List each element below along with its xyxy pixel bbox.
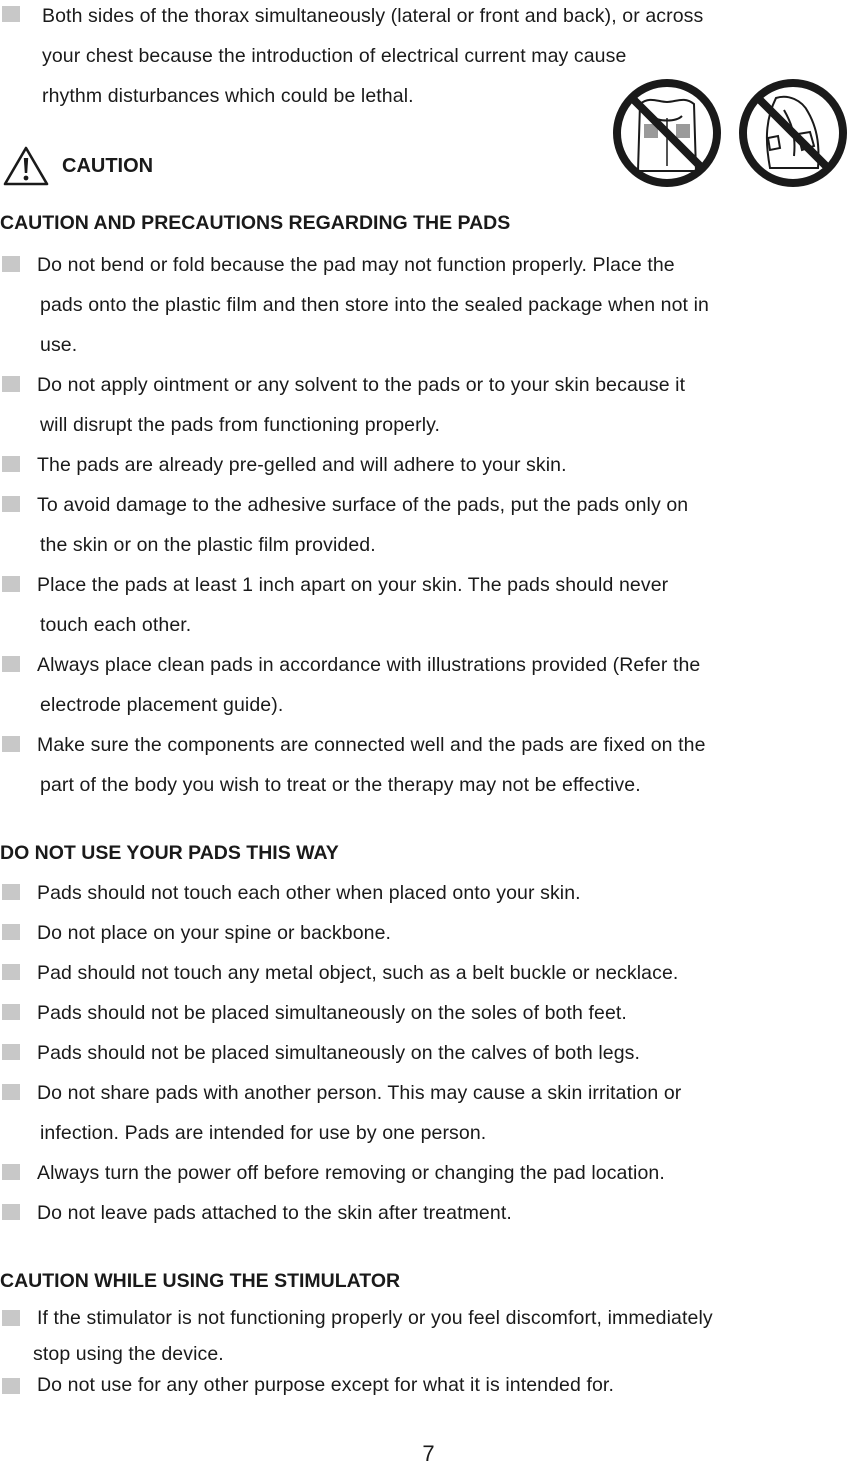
square-bullet-icon: [2, 964, 20, 980]
square-bullet-icon: [2, 1378, 20, 1394]
no-chest-placement-icon: [610, 76, 724, 190]
square-bullet-icon: [2, 736, 20, 752]
square-bullet-icon: [2, 1004, 20, 1020]
square-bullet-icon: [2, 924, 20, 940]
intro-line: your chest because the introduction of electrical current may cause: [42, 45, 627, 67]
square-bullet-icon: [2, 6, 20, 22]
square-bullet-icon: [2, 1044, 20, 1060]
intro-line: rhythm disturbances which could be lethal.: [42, 85, 414, 107]
page-number: 7: [422, 1441, 435, 1466]
square-bullet-icon: [2, 1310, 20, 1326]
section-heading: CAUTION WHILE USING THE STIMULATOR: [0, 1270, 401, 1292]
section-heading: CAUTION AND PRECAUTIONS REGARDING THE PADS: [0, 212, 511, 234]
caution-text: CAUTION: [62, 155, 154, 177]
square-bullet-icon: [2, 496, 20, 512]
square-bullet-icon: [2, 456, 20, 472]
square-bullet-icon: [2, 1084, 20, 1100]
intro-line: Both sides of the thorax simultaneously (lateral or front and back), or across: [42, 5, 704, 27]
square-bullet-icon: [2, 884, 20, 900]
warning-triangle-icon: [2, 145, 50, 187]
caution-label: [0, 145, 200, 189]
square-bullet-icon: [2, 376, 20, 392]
section-heading: DO NOT USE YOUR PADS THIS WAY: [0, 842, 339, 864]
manual-page: Both sides of the thorax simultaneously (lateral or front and back), or across your chest because the introduction of electrical current may cause rhythm disturbances which could be lethal. CAUTION CAUTION AND PRECAUTIONS REGARDING THE PADS Do not bend or fold because the pad may not function properly. Place the pads onto the plastic film and then store into the sealed package when not in use. Do not apply ointment or any solvent to the pads or to your skin because it will disrupt the pads from functioning properly. The pads are already pre-gelled and will adhere to your skin. To avoid damage to the adhesive surface of the pads, put the pads only on the skin or on the plastic film provided. Place the pads at least 1 inch apart on your skin. The pads should never touch each other. Always place clean pads in accordance with illustrations provided (Refer the electrode placement guide). Make sure the components are connected well and the pads are fixed on the part of the body you wish to treat or the therapy may not be effective. DO NOT USE YOUR PADS THIS WAY Pads should not touch each other when placed onto your skin. Do not place on your spine or backbone. Pad should not touch any metal object, such as a belt buckle or necklace. Pads should not be placed simultaneously on the soles of both feet. Pads should not be placed simultaneously on the calves of both legs. Do not share pads with another person. This may cause a skin irritation or infection. Pads are intended for use by one person. Always turn the power off before removing or changing the pad location. Do not leave pads attached to the skin after treatment. CAUTION WHILE USING THE STIMULATOR If the stimulator is not functioning properly or you feel discomfort, immediately stop using the device. Do not use for any other purpose except for what it is intended for. 7: [0, 0, 857, 1471]
square-bullet-icon: [2, 656, 20, 672]
square-bullet-icon: [2, 1164, 20, 1180]
square-bullet-icon: [2, 256, 20, 272]
square-bullet-icon: [2, 576, 20, 592]
square-bullet-icon: [2, 1204, 20, 1220]
no-side-placement-icon: [736, 76, 850, 190]
